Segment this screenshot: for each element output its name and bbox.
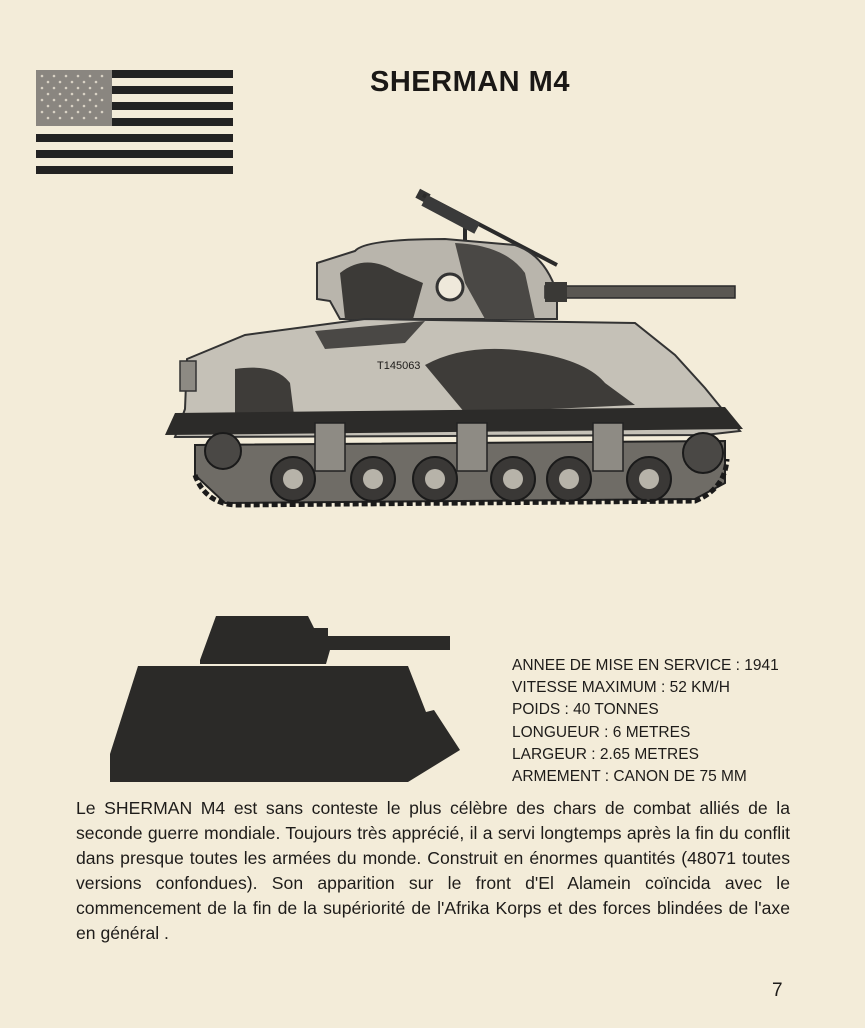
- tank-silhouette: [108, 614, 464, 786]
- spec-weight: POIDS : 40 TONNES: [512, 701, 659, 719]
- page-title: SHERMAN M4: [370, 66, 570, 98]
- spec-length: LONGUEUR : 6 METRES: [512, 723, 691, 741]
- spec-armament: ARMEMENT : CANON DE 75 MM: [512, 768, 747, 786]
- hull-marking: T145063: [377, 360, 421, 372]
- us-flag-icon: [36, 70, 233, 174]
- page-number: 7: [772, 980, 783, 1001]
- spec-max-speed: VITESSE MAXIMUM : 52 KM/H: [512, 679, 730, 697]
- description-paragraph: Le SHERMAN M4 est sans conteste le plus célèbre des chars de combat alliés de la seconde guerre mondiale. Toujours très apprécié, il a servi longtemps après la fin du conflit dans presque toutes les armées du monde. Construit en énormes quantités (48071 toutes versions confondues). Son apparition sur le front d'El Alamein coïncida avec le commencement de la fin de la supériorité de l'Afrika Korps et des forces blindées de l'axe en général .: [76, 798, 790, 943]
- spec-service-year: ANNEE DE MISE EN SERVICE : 1941: [512, 657, 779, 674]
- spec-list: [512, 655, 779, 788]
- sherman-tank-illustration: [165, 183, 745, 508]
- spec-width: LARGEUR : 2.65 METRES: [512, 745, 699, 763]
